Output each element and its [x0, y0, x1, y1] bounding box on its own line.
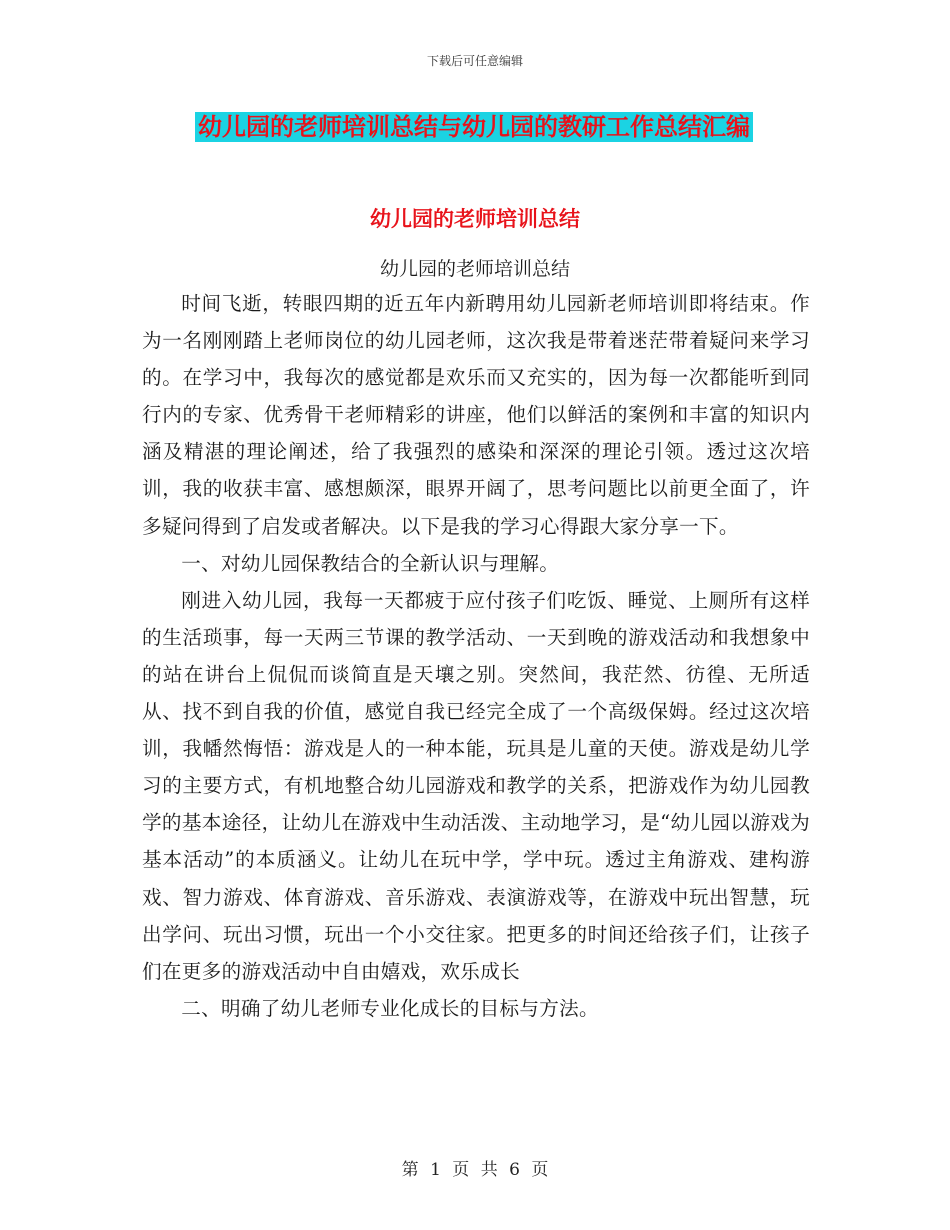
paragraph: 一、对幼儿园保教结合的全新认识与理解。	[181, 551, 560, 575]
body-text	[142, 285, 810, 1027]
paragraph: 刚进入幼儿园，我每一天都疲于应付孩子们吃饭、睡觉、上厕所有这样的生活琐事，每一天两三节课的教学活动、一天到晚的游戏活动和我想象中的站在讲台上侃侃而谈简直是天壤之别。突然间，我茫然、彷徨、无所适从、找不到自我的价值，感觉自我已经完全成了一个高级保姆。经过这次培训，我幡然悔悟：游戏是人的一种本能，玩具是儿童的天使。游戏是幼儿学习的主要方式，有机地整合幼儿园游戏和教学的关系，把游戏作为幼儿园教学的基本途径，让幼儿在游戏中生动活泼、主动地学习，是“幼儿园以游戏为基本活动”的本质涵义。让幼儿在玩中学，学中玩。透过主角游戏、建构游戏、智力游戏、体育游戏、音乐游戏、表演游戏等，在游戏中玩出智慧，玩出学问、玩出习惯，玩出一个小交往家。把更多的时间还给孩子们，让孩子们在更多的游戏活动中自由嬉戏，欢乐成长	[142, 588, 810, 983]
section-title: 幼儿园的老师培训总结	[370, 207, 580, 231]
page-number-footer: 第 1 页 共 6 页	[401, 1160, 549, 1180]
paragraph: 时间飞逝，转眼四期的近五年内新聘用幼儿园新老师培训即将结束。作为一名刚刚踏上老师岗位的幼儿园老师，这次我是带着迷茫带着疑问来学习的。在学习中，我每次的感觉都是欢乐而又充实的，因为每一次都能听到同行内的专家、优秀骨干老师精彩的讲座，他们以鲜活的案例和丰富的知识内涵及精湛的理论阐述，给了我强烈的感染和深深的理论引领。透过这次培训，我的收获丰富、感想颇深，眼界开阔了，思考问题比以前更全面了，许多疑问得到了启发或者解决。以下是我的学习心得跟大家分享一下。	[142, 292, 810, 538]
header-note: 下载后可任意编辑	[426, 54, 523, 68]
sub-title: 幼儿园的老师培训总结	[379, 258, 570, 280]
paragraph: 二、明确了幼儿老师专业化成长的目标与方法。	[181, 996, 599, 1020]
document-title: 幼儿园的老师培训总结与幼儿园的教研工作总结汇编	[195, 112, 753, 142]
